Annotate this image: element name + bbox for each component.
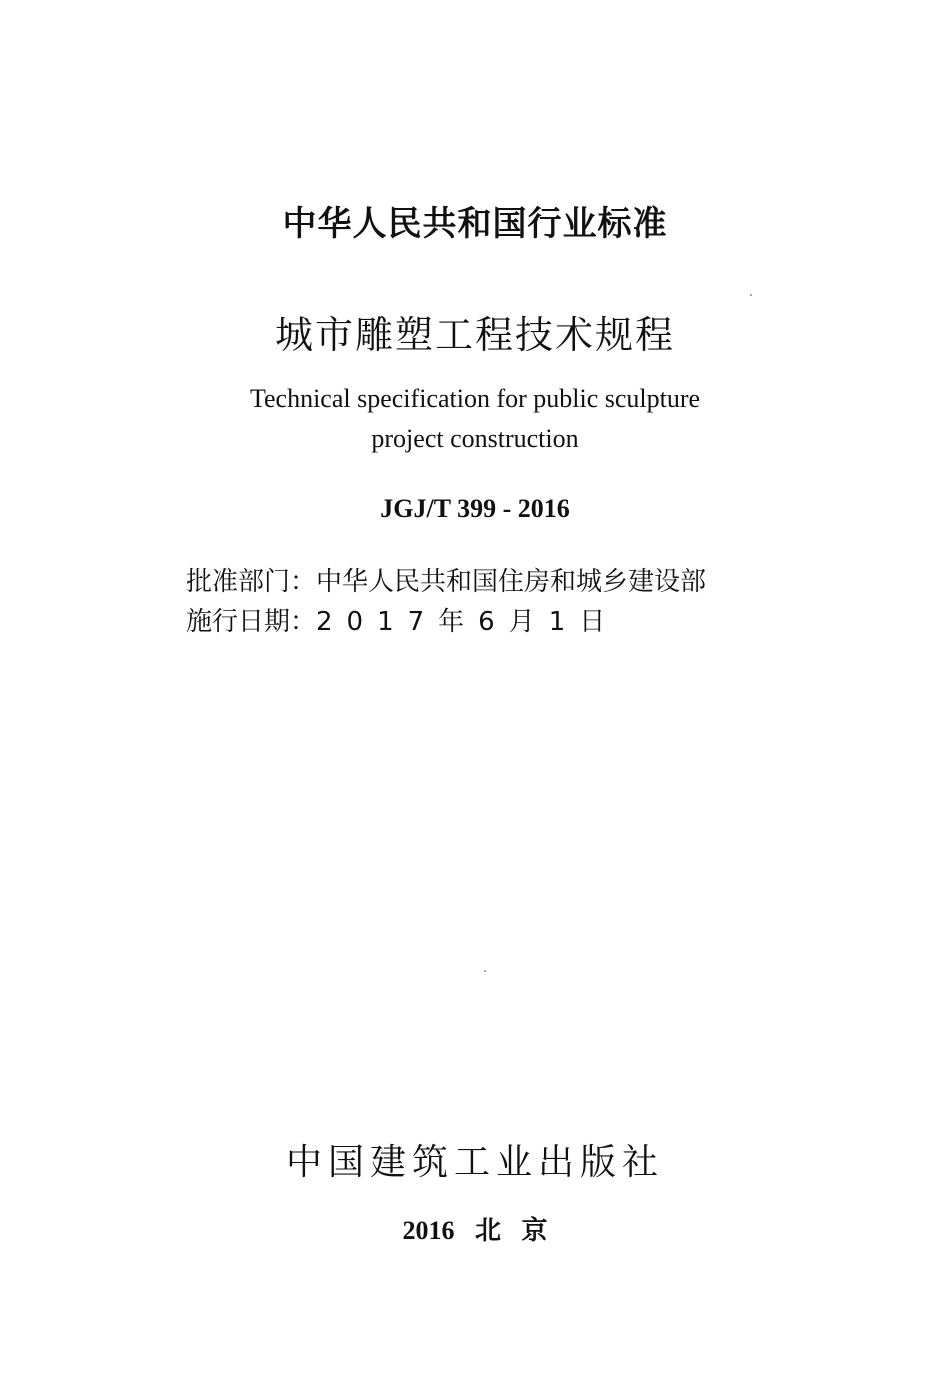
approval-department-value: 中华人民共和国住房和城乡建设部 xyxy=(316,567,707,597)
document-title-english-line1: Technical specification for public sculpture xyxy=(249,384,701,413)
scan-speck xyxy=(750,294,752,296)
effective-date-row xyxy=(186,602,706,642)
standard-category: 中华人民共和国行业标准 xyxy=(282,204,668,244)
approval-info xyxy=(186,562,706,642)
effective-date-label: 施行日期： xyxy=(186,607,317,637)
publication-year-place: 2016 北 京 xyxy=(402,1216,548,1245)
document-title-chinese: 城市雕塑工程技术规程 xyxy=(274,313,675,357)
scan-speck xyxy=(484,970,486,972)
publisher-name: 中国建筑工业出版社 xyxy=(285,1142,664,1183)
approval-department-label: 批准部门： xyxy=(186,567,317,597)
effective-date-value: 2017年6月1日 xyxy=(316,607,620,637)
standard-code: JGJ/T 399 - 2016 xyxy=(380,494,570,523)
approval-department-row xyxy=(186,562,706,602)
document-title-english-line2: project construction xyxy=(371,424,579,453)
